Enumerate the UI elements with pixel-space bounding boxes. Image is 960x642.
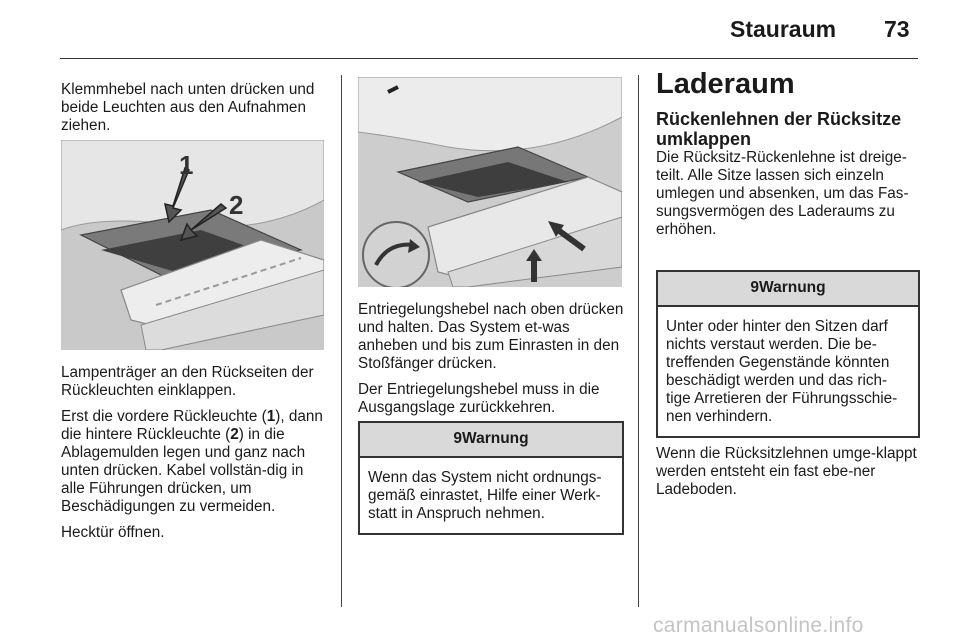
paragraph-load-floor: Wenn die Rücksitzlehnen umge-klappt werden entsteht ein fast ebe-ner Ladeboden. bbox=[656, 445, 917, 498]
warning-icon: 9 bbox=[750, 279, 760, 296]
warning-text: Unter oder hinter den Sitzen darf nichts verstaut werden. Die be-treffenden Gegenstände könnten beschädigt werden und das rich-tige Arretieren der Führungsschie-nen verhindern. bbox=[666, 318, 898, 425]
figure-release-lever bbox=[358, 77, 622, 287]
paragraph-order-post: ) in die Ablagemulden legen und ganz nach unten drücken. Kabel vollstän-dig in alle Führungen drücken, um Beschädigungen zu vermeiden. bbox=[61, 426, 306, 515]
figure-label-2: 2 bbox=[229, 190, 244, 220]
column-1 bbox=[61, 81, 331, 143]
page-number: 73 bbox=[884, 16, 910, 42]
paragraph-release-lever: Entriegelungshebel nach oben drücken und halten. Das System et-was anheben und bis zum Einrasten in den Stoßfänger drücken. bbox=[358, 301, 624, 372]
warning-box-system bbox=[358, 421, 624, 535]
warning-title: Warnung bbox=[759, 279, 826, 296]
column-divider-2 bbox=[638, 75, 639, 607]
column-2 bbox=[358, 301, 626, 425]
column-3 bbox=[656, 68, 920, 247]
ref-number-2: 2 bbox=[230, 426, 239, 443]
column-3-lower bbox=[656, 445, 920, 507]
paragraph-lever-return: Der Entriegelungshebel muss in die Ausgangslage zurückkehren. bbox=[358, 381, 600, 416]
figure-release-lever-drawing bbox=[358, 77, 622, 287]
header-rule bbox=[60, 58, 918, 59]
watermark: carmanualsonline.info bbox=[653, 614, 864, 637]
paragraph-seatback: Die Rücksitz-Rückenlehne ist dreige-teilt. Alle Sitze lassen sich einzeln umlegen und absenken, um das Fas-sungsvermögen des Laderaums zu erhöhen. bbox=[656, 149, 909, 238]
page-title: Stauraum bbox=[730, 16, 837, 42]
section-heading: Laderaum bbox=[656, 68, 795, 100]
warning-header bbox=[360, 423, 622, 458]
intro-paragraph: Klemmhebel nach unten drücken und beide Leuchten aus den Aufnahmen ziehen. bbox=[61, 81, 315, 134]
paragraph-order-mid: ), dann die hintere Rückleuchte ( bbox=[61, 408, 323, 443]
warning-text: Wenn das System nicht ordnungs-gemäß einrastet, Hilfe einer Werk-statt in Anspruch nehmen. bbox=[368, 469, 602, 522]
warning-header bbox=[658, 272, 918, 307]
paragraph-order-pre: Erst die vordere Rückleuchte ( bbox=[61, 408, 267, 425]
warning-icon: 9 bbox=[453, 430, 463, 447]
figure-lamp-carriers-drawing bbox=[61, 140, 324, 350]
column-divider-1 bbox=[341, 75, 342, 607]
warning-title: Warnung bbox=[462, 430, 529, 447]
paragraph-lamp-carriers: Lampenträger an den Rückseiten der Rückleuchten einklappen. bbox=[61, 364, 314, 399]
lever-detail-inset bbox=[363, 222, 429, 287]
figure-lamp-carriers bbox=[61, 140, 324, 350]
paragraph-open-tailgate: Hecktür öffnen. bbox=[61, 524, 165, 541]
ref-number-1: 1 bbox=[266, 408, 276, 425]
warning-box-seats bbox=[656, 270, 920, 438]
column-1-lower bbox=[61, 364, 331, 550]
paragraph-order bbox=[61, 408, 331, 516]
section-subheading: Rückenlehnen der Rücksitze umklappen bbox=[656, 109, 902, 149]
figure-label-1: 1 bbox=[179, 150, 194, 180]
